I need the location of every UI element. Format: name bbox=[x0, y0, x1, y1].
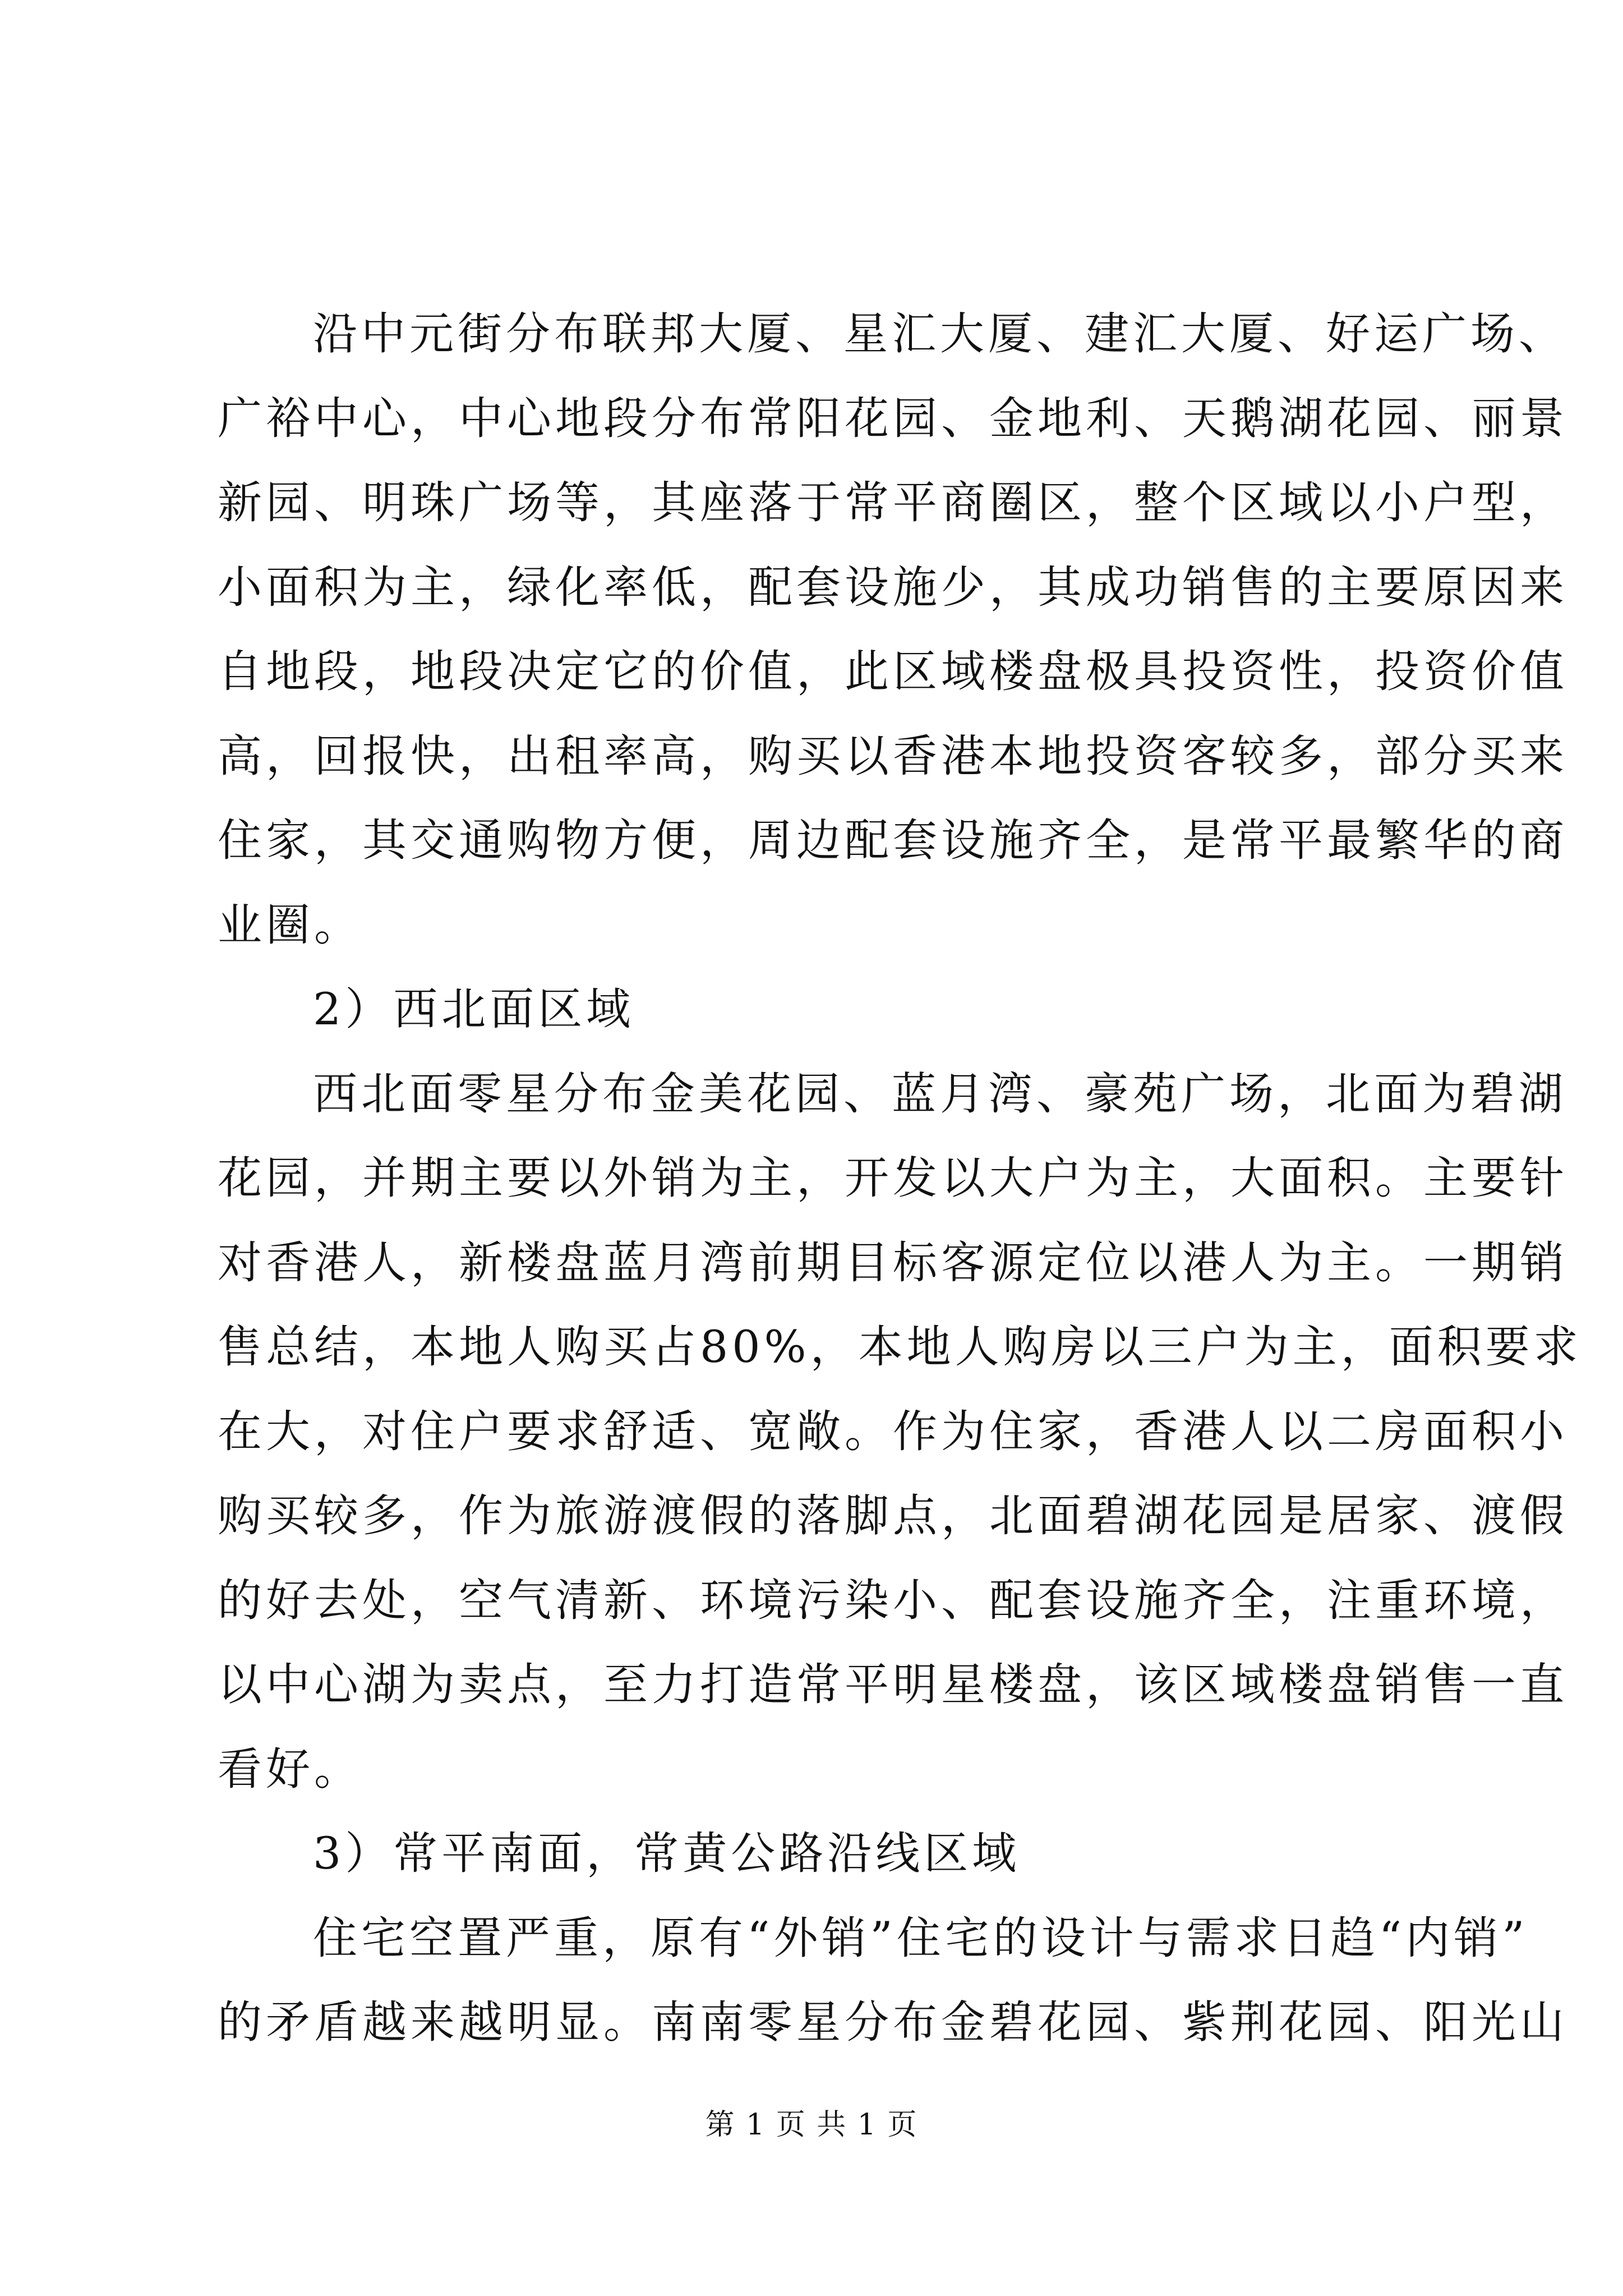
paragraph-line: 购买较多，作为旅游渡假的落脚点，北面碧湖花园是居家、渡假 bbox=[218, 1490, 1568, 1542]
paragraph-line: 高，回报快，出租率高，购买以香港本地投资客较多，部分买来 bbox=[218, 730, 1568, 782]
paragraph-line: 小面积为主，绿化率低，配套设施少，其成功销售的主要原因来 bbox=[218, 561, 1568, 613]
section-heading: 3）常平南面，常黄公路沿线区域 bbox=[313, 1828, 1021, 1879]
paragraph-line: 的好去处，空气清新、环境污染小、配套设施齐全，注重环境， bbox=[218, 1574, 1568, 1626]
paragraph-line: 以中心湖为卖点，至力打造常平明星楼盘，该区域楼盘销售一直 bbox=[218, 1659, 1568, 1710]
paragraph-line: 的矛盾越来越明显。南南零星分布金碧花园、紫荆花园、阳光山 bbox=[218, 1996, 1568, 2048]
document-body bbox=[218, 292, 1582, 2065]
paragraph-line: 售总结，本地人购买占80%，本地人购房以三户为主，面积要求 bbox=[218, 1321, 1582, 1373]
paragraph-line: 花园，并期主要以外销为主，开发以大户为主，大面积。主要针 bbox=[218, 1152, 1568, 1204]
paragraph-line: 西北面零星分布金美花园、蓝月湾、豪苑广场，北面为碧湖 bbox=[313, 1068, 1567, 1120]
paragraph-line: 广裕中心，中心地段分布常阳花园、金地利、天鹅湖花园、丽景 bbox=[218, 392, 1568, 444]
section-heading: 2）西北面区域 bbox=[313, 983, 635, 1035]
paragraph-line: 在大，对住户要求舒适、宽敞。作为住家，香港人以二房面积小 bbox=[218, 1405, 1568, 1457]
paragraph-line: 沿中元街分布联邦大厦、星汇大厦、建汇大厦、好运广场、 bbox=[313, 308, 1567, 360]
paragraph-line: 新园、明珠广场等，其座落于常平商圈区，整个区域以小户型， bbox=[218, 477, 1568, 528]
paragraph-line: 业圈。 bbox=[218, 899, 362, 951]
paragraph-line: 住宅空置严重，原有“外销”住宅的设计与需求日趋“内销” bbox=[313, 1912, 1529, 1964]
page-footer: 第 1 页 共 1 页 bbox=[705, 2108, 918, 2142]
paragraph-line: 对香港人，新楼盘蓝月湾前期目标客源定位以港人为主。一期销 bbox=[218, 1236, 1568, 1289]
paragraph-line: 看好。 bbox=[218, 1743, 362, 1795]
paragraph-line: 住家，其交通购物方便，周边配套设施齐全，是常平最繁华的商 bbox=[218, 815, 1568, 866]
paragraph-line: 自地段，地段决定它的价值，此区域楼盘极具投资性，投资价值 bbox=[218, 646, 1568, 697]
